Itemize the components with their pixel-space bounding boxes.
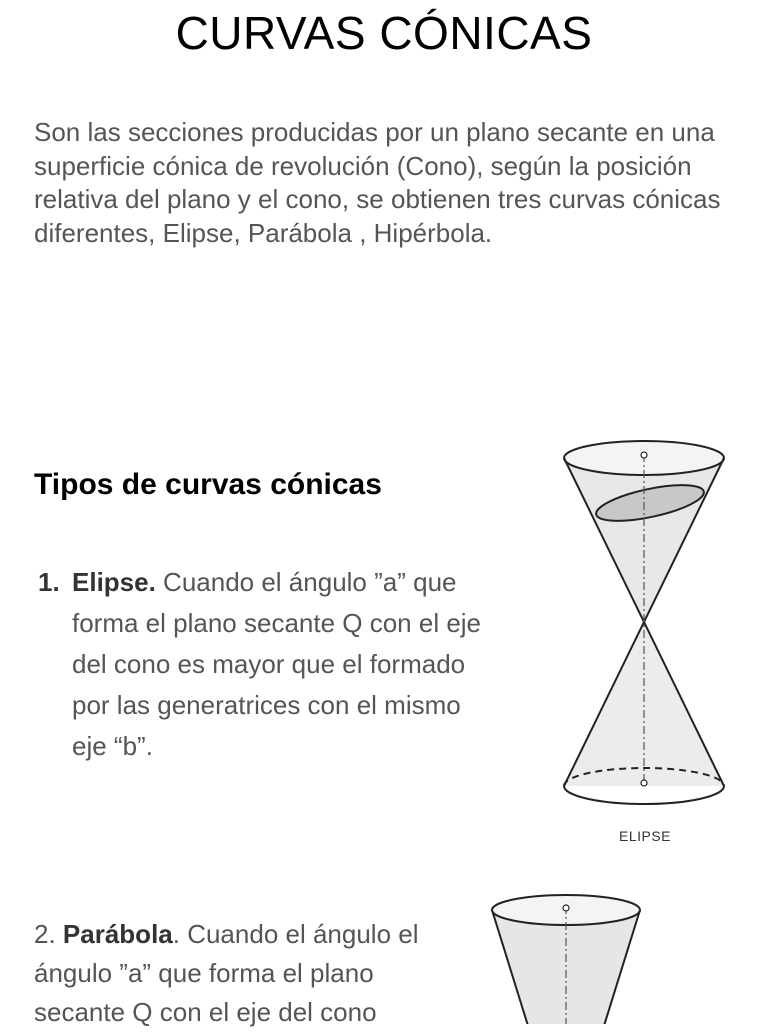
list-item-term: Elipse.: [72, 567, 156, 597]
list-item-text: . Cuando el ángulo el ángulo ”a” que forma el plano secante Q con el eje del cono: [34, 919, 419, 1027]
ellipse-cone-figure: [556, 434, 732, 814]
list-item-text: Cuando el ángulo ”a” que forma el plano secante Q con el eje del cono es mayor que el formado por las generatrices con el mismo eje “b”.: [72, 567, 482, 761]
parabola-cone-figure: [484, 888, 648, 1024]
page-title: CURVAS CÓNICAS: [175, 7, 593, 59]
list-item-number: 1.: [38, 567, 60, 597]
section-heading: Tipos de curvas cónicas: [34, 468, 382, 501]
list-item-number: 2.: [34, 919, 56, 949]
list-item-term: Parábola: [62, 919, 173, 949]
intro-paragraph: Son las secciones producidas por un plano secante en una superficie cónica de revolución (Cono), según la posición relativa del plano y el cono, se obtienen tres curvas cónicas diferentes, Elipse, Parábola , Hipérbola.: [34, 117, 721, 248]
list-item-parabola: [34, 915, 464, 1032]
list-item-body: [72, 562, 488, 767]
figure-caption-elipse: ELIPSE: [618, 828, 672, 844]
list-item-elipse: [38, 562, 488, 767]
